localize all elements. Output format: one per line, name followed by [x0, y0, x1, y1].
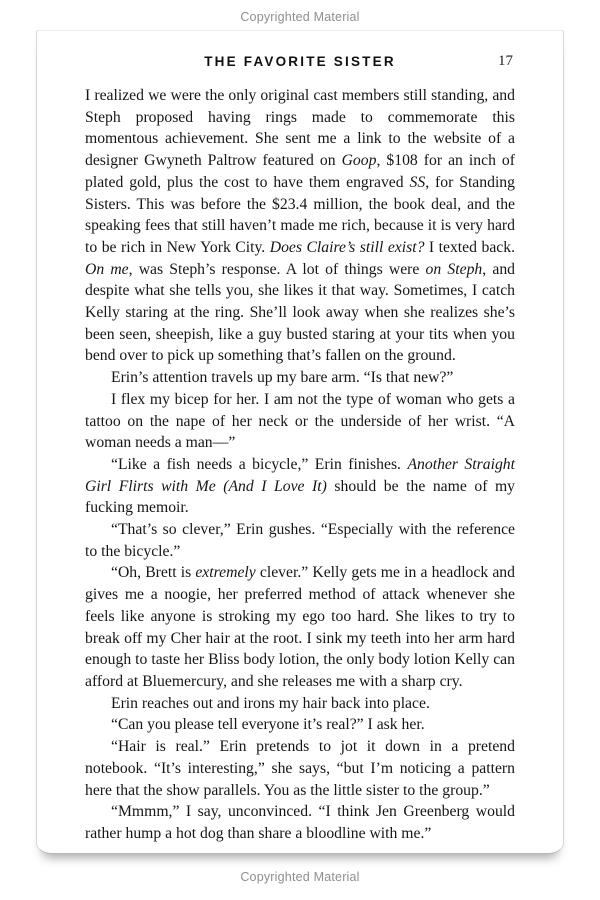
paragraph: “Like a fish needs a bicycle,” Erin finishes. Another Straight Girl Flirts with Me (And I Love It) should be the name of my fucking memoir. — [85, 455, 516, 517]
paragraph: Erin’s attention travels up my bare arm. “Is that new?” — [111, 369, 454, 387]
paragraph: “Hair is real.” Erin pretends to jot it down in a pretend notebook. “It’s interesting,” she says, “but I’m noticing a pattern here that the show parallels. You as the little sister to the group.” — [85, 738, 515, 799]
page-number: 17 — [498, 53, 513, 69]
paragraph: “Oh, Brett is extremely clever.” Kelly gets me in a headlock and gives me a noogie, her preferred method of attack whenever she feels like anyone is stroking my ego too hard. She likes to try to break off my Cher hair at the root. I sink my teeth into her arm hard enough to taste her Bliss body lotion, the only body lotion Kelly can afford at Bluemercury, and she releases me with a sharp cry. — [85, 564, 515, 690]
page-header — [85, 51, 515, 73]
copyright-watermark-bottom: Copyrighted Material — [240, 870, 360, 884]
book-page — [36, 30, 564, 854]
paragraph: “Mmmm,” I say, unconvinced. “I think Jen Greenberg would rather hump a hot dog than share a bloodline with me.” — [85, 803, 515, 842]
paragraph: “That’s so clever,” Erin gushes. “Especially with the reference to the bicycle.” — [85, 521, 515, 560]
paragraph: Erin reaches out and irons my hair back into place. — [111, 694, 430, 712]
paragraph: “Can you please tell everyone it’s real?” I ask her. — [111, 716, 425, 734]
body-text — [85, 85, 515, 845]
running-head-title: THE FAVORITE SISTER — [204, 54, 396, 69]
copyright-watermark-top: Copyrighted Material — [240, 10, 360, 24]
paragraph: I realized we were the only original cast members still standing, and Steph proposed having rings made to commemorate this momentous achievement. She sent me a link to the website of a designer Gwyneth Paltrow featured on Goop, $108 for an inch of plated gold, plus the cost to have them engraved SS, for Standing Sisters. This was before the $23.4 million, the book deal, and the speaking fees that still haven’t made me rich, because it is very hard to be rich in New York City. Does Claire’s still exist? I texted back. On me, was Steph’s response. A lot of things were on Steph, and despite what she tells you, she likes it that way. Sometimes, I catch Kelly staring at the ring. She’ll look away when she realizes she’s been seen, sheepish, like a guy busted staring at your tits when you bend over to pick up something that’s fallen on the ground. — [85, 87, 516, 365]
paragraph: I flex my bicep for her. I am not the type of woman who gets a tattoo on the nape of her neck or the underside of her wrist. “A woman needs a man—” — [85, 390, 515, 452]
